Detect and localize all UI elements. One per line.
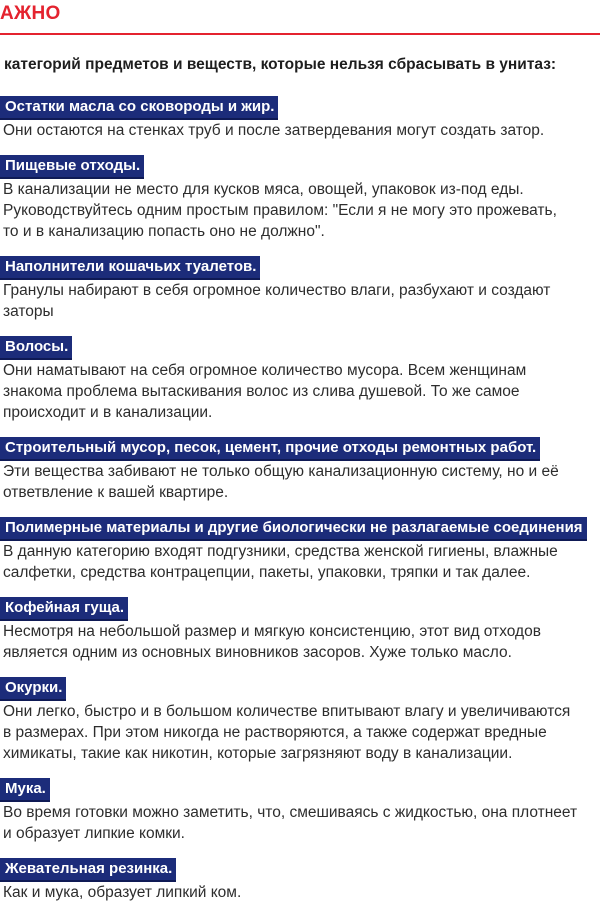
item-description: Гранулы набирают в себя огромное количество влаги, разбухают и создают заторы <box>3 282 551 320</box>
item-title: Волосы. <box>0 336 72 360</box>
item-description: Во время готовки можно заметить, что, смешиваясь с жидкостью, она плотнеет и образует липкие комки. <box>3 804 578 842</box>
list-item <box>0 597 600 663</box>
item-description: Эти вещества забивают не только общую канализационную систему, но и её ответвление к вашей квартире. <box>3 463 559 501</box>
header <box>0 0 600 34</box>
item-title: Остатки масла со сковороды и жир. <box>0 96 278 120</box>
item-title: Наполнители кошачьих туалетов. <box>0 256 260 280</box>
item-title: Пищевые отходы. <box>0 155 144 179</box>
item-title: Окурки. <box>0 677 66 701</box>
list-item <box>0 336 600 423</box>
list-item <box>0 858 600 903</box>
intro-text: категорий предметов и веществ, которые нельзя сбрасывать в унитаз: <box>4 56 557 73</box>
header-divider <box>0 33 600 35</box>
item-title: Кофейная гуща. <box>0 597 128 621</box>
list-item <box>0 677 600 764</box>
list-item <box>0 256 600 322</box>
item-description: В данную категорию входят подгузники, средства женской гигиены, влажные салфетки, средства контрацепции, пакеты, упаковки, тряпки и так далее. <box>3 543 558 581</box>
header-label: АЖНО <box>0 3 61 24</box>
list-item <box>0 155 600 242</box>
item-description: Как и мука, образует липкий ком. <box>3 884 242 901</box>
item-description: Несмотря на небольшой размер и мягкую консистенцию, этот вид отходов является одним из основных виновников засоров. Хуже только масло. <box>3 623 541 661</box>
item-title: Строительный мусор, песок, цемент, прочие отходы ремонтных работ. <box>0 437 540 461</box>
list-item <box>0 437 600 503</box>
list-item <box>0 778 600 844</box>
item-title: Мука. <box>0 778 50 802</box>
item-description: Они наматывают на себя огромное количество мусора. Всем женщинам знакома проблема вытаскивания волос из слива душевой. То же самое происходит и в канализации. <box>3 362 527 421</box>
item-description: Они остаются на стенках труб и после затвердевания могут создать затор. <box>3 122 545 139</box>
item-title: Жевательная резинка. <box>0 858 176 882</box>
list-item <box>0 517 600 583</box>
list-item <box>0 96 600 141</box>
item-description: В канализации не место для кусков мяса, овощей, упаковок из-под еды. Руководствуйтесь одним простым правилом: "Если я не могу это прожевать, то и в канализацию попасть оно не должно". <box>3 181 557 240</box>
items-list <box>0 96 600 917</box>
item-description: Они легко, быстро и в большом количестве впитывают влагу и увеличиваются в размерах. При этом никогда не растворяются, а также содержат вредные химикаты, такие как никотин, которые загрязняют воду в канализации. <box>3 703 571 762</box>
item-title: Полимерные материалы и другие биологически не разлагаемые соединения <box>0 517 587 541</box>
